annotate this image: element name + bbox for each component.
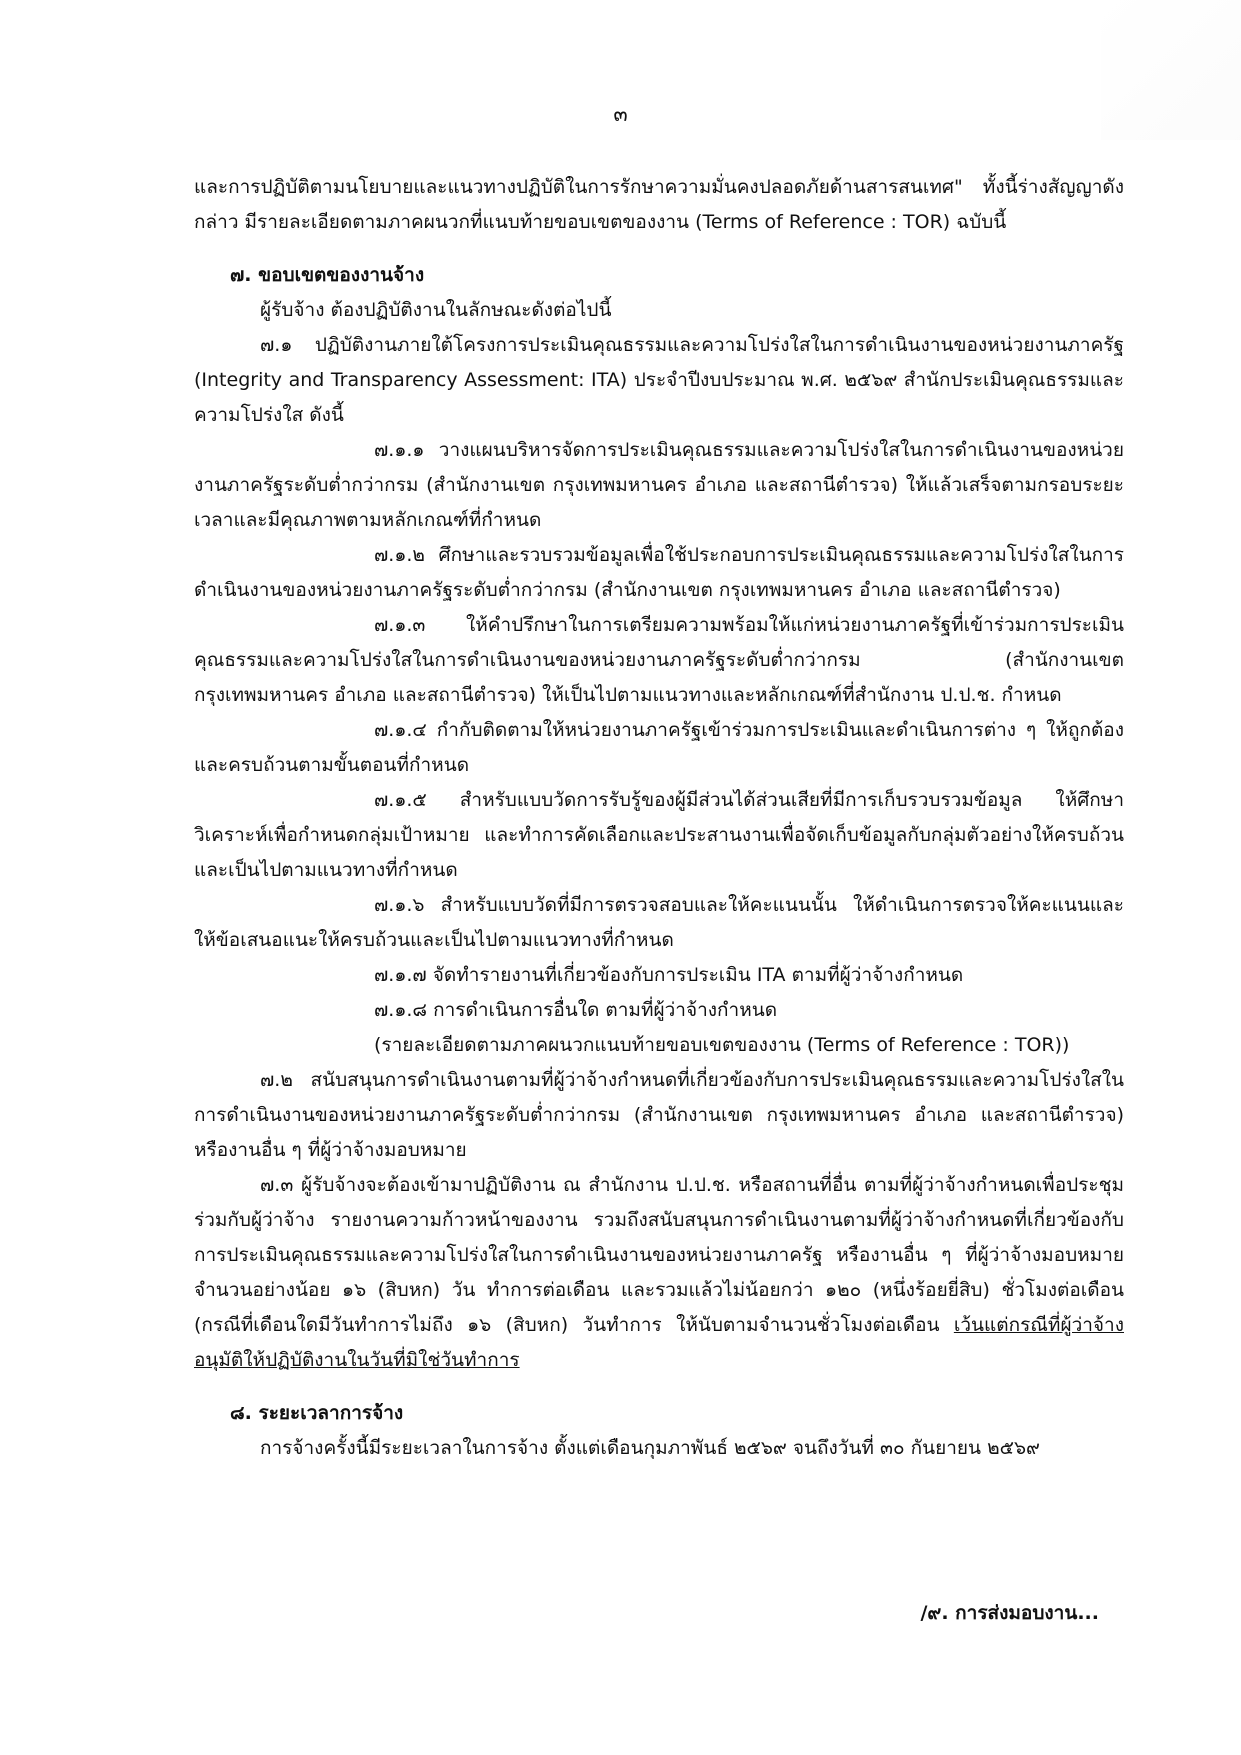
sub-item-7-1-4: ๗.๑.๔ กำกับติดตามให้หน่วยงานภาครัฐเข้าร่วมการประเมินและดำเนินการต่าง ๆ ให้ถูกต้องและครบถ้วนตามขั้นตอนที่กำหนด	[194, 719, 1124, 776]
tor-note: (รายละเอียดตามภาคผนวกแนบท้ายขอบเขตของงาน (Terms of Reference : TOR))	[374, 1034, 1070, 1056]
item-7-3-main-text: ๗.๓ ผู้รับจ้างจะต้องเข้ามาปฏิบัติงาน ณ สำนักงาน ป.ป.ช. หรือสถานที่อื่น ตามที่ผู้ว่าจ้างกำหนดเพื่อประชุมร่วมกับผู้ว่าจ้าง รายงานความก้าวหน้าของงาน รวมถึงสนับสนุนการดำเนินงานตามที่ผู้ว่าจ้างกำหนดที่เกี่ยวข้องกับการประเมินคุณธรรมและความโปร่งใสในการดำเนินงานของหน่วยงานภาครัฐ หรืองานอื่น ๆ ที่ผู้ว่าจ้างมอบหมาย จำนวนอย่างน้อย ๑๖ (สิบหก) วัน ทำการต่อเดือน และรวมแล้วไม่น้อยกว่า ๑๒๐ (หนึ่งร้อยยี่สิบ) ชั่วโมงต่อเดือน (กรณีที่เดือนใดมีวันทำการไม่ถึง ๑๖ (สิบหก) วันทำการ ให้นับตามจำนวนชั่วโมงต่อเดือน	[194, 1174, 1124, 1336]
sub-item-7-1-8: ๗.๑.๘ การดำเนินการอื่นใด ตามที่ผู้ว่าจ้างกำหนด	[374, 999, 778, 1021]
item-7-3-underlined-text: เว้นแต่กรณีที่ผู้ว่าจ้างอนุมัติให้ปฏิบัติงานในวันที่มิใช่วันทำการ	[194, 1314, 1124, 1371]
sub-item-7-1-7: ๗.๑.๗ จัดทำรายงานที่เกี่ยวข้องกับการประเมิน ITA ตามที่ผู้ว่าจ้างกำหนด	[374, 964, 964, 986]
sub-item-7-1-5: ๗.๑.๕ สำหรับแบบวัดการรับรู้ของผู้มีส่วนได้ส่วนเสียที่มีการเก็บรวบรวมข้อมูล ให้ศึกษาวิเคราะห์เพื่อกำหนดกลุ่มเป้าหมาย และทำการคัดเลือกและประสานงานเพื่อจัดเก็บข้อมูลกับกลุ่มตัวอย่างให้ครบถ้วนและเป็นไปตามแนวทางที่กำหนด	[194, 789, 1124, 881]
section-7-heading: ๗. ขอบเขตของงานจ้าง	[230, 264, 425, 286]
section-8-heading: ๘. ระยะเวลาการจ้าง	[230, 1402, 404, 1424]
item-7-3	[194, 1168, 1124, 1378]
intro-paragraph: และการปฏิบัติตามนโยบายและแนวทางปฏิบัติในการรักษาความมั่นคงปลอดภัยด้านสารสนเทศ" ทั้งนี้ร่างสัญญาดังกล่าว มีรายละเอียดตามภาคผนวกที่แนบท้ายขอบเขตของงาน (Terms of Reference : TOR) ฉบับนี้	[194, 176, 1124, 233]
sub-item-7-1-2: ๗.๑.๒ ศึกษาและรวบรวมข้อมูลเพื่อใช้ประกอบการประเมินคุณธรรมและความโปร่งใสในการดำเนินงานของหน่วยงานภาครัฐระดับต่ำกว่ากรม (สำนักงานเขต กรุงเทพมหานคร อำเภอ และสถานีตำรวจ)	[194, 544, 1124, 601]
section-7-intro: ผู้รับจ้าง ต้องปฏิบัติงานในลักษณะดังต่อไปนี้	[260, 299, 612, 321]
sub-item-7-1-1: ๗.๑.๑ วางแผนบริหารจัดการประเมินคุณธรรมและความโปร่งใสในการดำเนินงานของหน่วยงานภาครัฐระดับต่ำกว่ากรม (สำนักงานเขต กรุงเทพมหานคร อำเภอ และสถานีตำรวจ) ให้แล้วเสร็จตามกรอบระยะเวลาและมีคุณภาพตามหลักเกณฑ์ที่กำหนด	[194, 439, 1124, 531]
section-8-text: การจ้างครั้งนี้มีระยะเวลาในการจ้าง ตั้งแต่เดือนกุมภาพันธ์ ๒๕๖๙ จนถึงวันที่ ๓๐ กันยายน ๒๕๖๙	[260, 1437, 1040, 1459]
document-body	[194, 170, 1124, 1466]
page-number: ๓	[613, 102, 628, 126]
sub-item-7-1-6: ๗.๑.๖ สำหรับแบบวัดที่มีการตรวจสอบและให้คะแนนนั้น ให้ดำเนินการตรวจให้คะแนนและให้ข้อเสนอแนะให้ครบถ้วนและเป็นไปตามแนวทางที่กำหนด	[194, 894, 1124, 951]
item-7-2: ๗.๒ สนับสนุนการดำเนินงานตามที่ผู้ว่าจ้างกำหนดที่เกี่ยวข้องกับการประเมินคุณธรรมและความโปร่งใสในการดำเนินงานของหน่วยงานภาครัฐระดับต่ำกว่ากรม (สำนักงานเขต กรุงเทพมหานคร อำเภอ และสถานีตำรวจ) หรืองานอื่น ๆ ที่ผู้ว่าจ้างมอบหมาย	[194, 1069, 1124, 1161]
sub-item-7-1-3: ๗.๑.๓ ให้คำปรึกษาในการเตรียมความพร้อมให้แก่หน่วยงานภาครัฐที่เข้าร่วมการประเมินคุณธรรมและความโปร่งใสในการดำเนินงานของหน่วยงานภาครัฐระดับต่ำกว่ากรม (สำนักงานเขต กรุงเทพมหานคร อำเภอ และสถานีตำรวจ) ให้เป็นไปตามแนวทางและหลักเกณฑ์ที่สำนักงาน ป.ป.ช. กำหนด	[194, 614, 1124, 706]
item-7-1: ๗.๑ ปฏิบัติงานภายใต้โครงการประเมินคุณธรรมและความโปร่งใสในการดำเนินงานของหน่วยงานภาครัฐ (Integrity and Transparency Assessment: ITA) ประจำปีงบประมาณ พ.ศ. ๒๕๖๙ สำนักประเมินคุณธรรมและความโปร่งใส ดังนี้	[194, 334, 1124, 426]
next-section-marker: /๙. การส่งมอบงาน...	[920, 1602, 1099, 1624]
